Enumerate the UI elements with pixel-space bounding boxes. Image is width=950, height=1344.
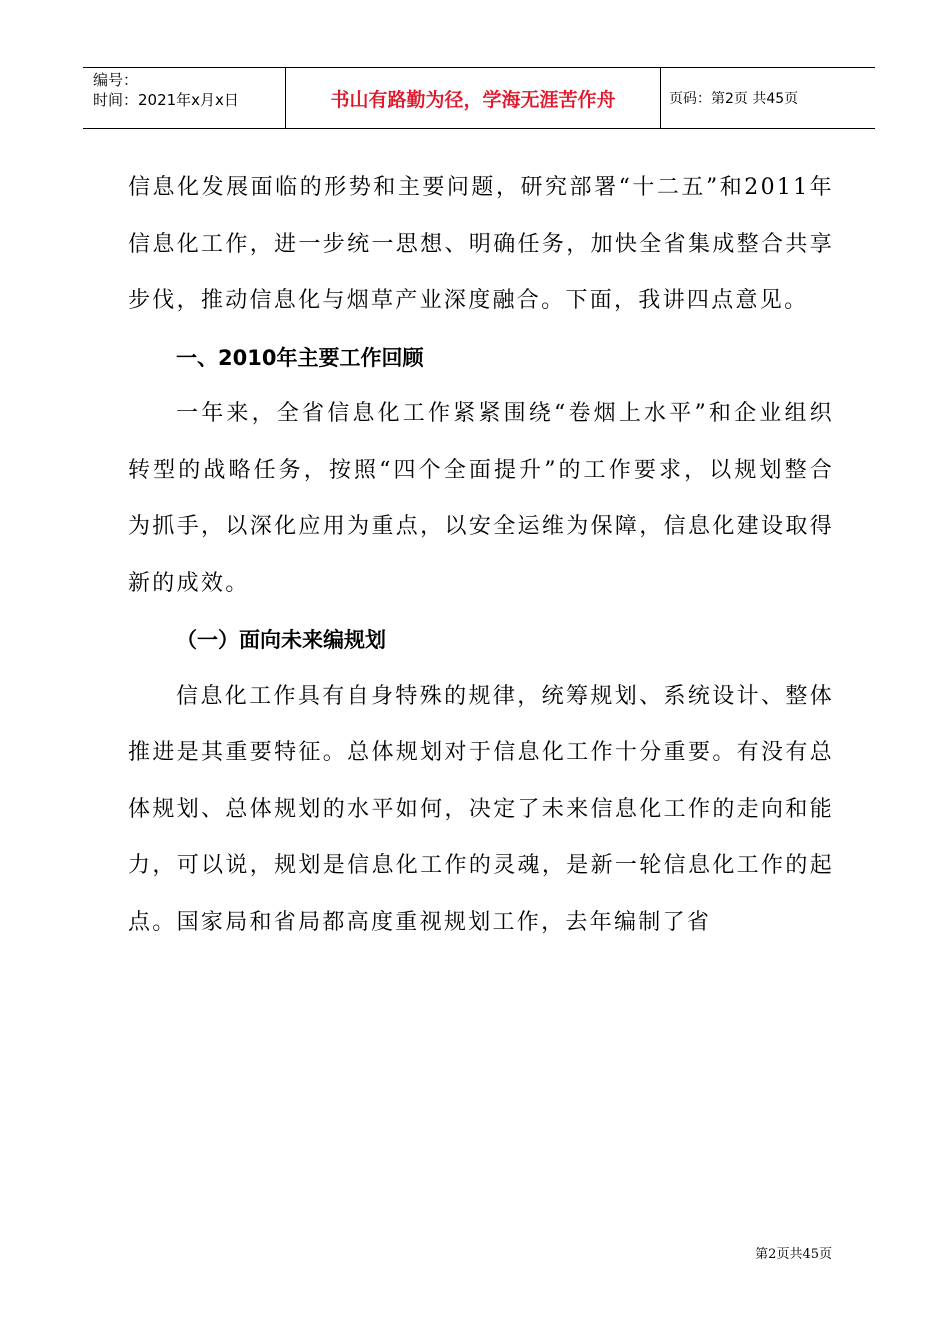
paragraph-intro: 信息化发展面临的形势和主要问题，研究部署“十二五”和2011年信息化工作，进一步统一思想、明确任务，加快全省集成整合共享步伐，推动信息化与烟草产业深度融合。下面，我讲四点意见。 [128,175,834,313]
document-body [128,160,834,951]
header-page-cell [661,68,875,128]
header-page-number: 页码：第2页 共45页 [669,91,799,107]
header-motto-cell [286,68,661,128]
section-heading-1: 一、2010年主要工作回顾 [176,345,424,370]
paragraph-planning: 信息化工作具有自身特殊的规律，统筹规划、系统设计、整体推进是其重要特征。总体规划对于信息化工作十分重要。有没有总体规划、总体规划的水平如何，决定了未来信息化工作的走向和能力，可以说，规划是信息化工作的灵魂，是新一轮信息化工作的起点。国家局和省局都高度重视规划工作，去年编制了省 [128,683,834,935]
page-footer: 第2页共45页 [755,1247,832,1262]
page-header [83,67,875,129]
document-date: 时间：2021年x月x日 [93,91,239,109]
header-meta [83,68,286,128]
document-number: 编号： [93,71,139,89]
subsection-heading-1: （一）面向未来编规划 [176,628,386,652]
paragraph-review: 一年来，全省信息化工作紧紧围绕“卷烟上水平”和企业组织转型的战略任务，按照“四个全面提升”的工作要求，以规划整合为抓手，以深化应用为重点，以安全运维为保障，信息化建设取得新的成效。 [128,401,834,596]
header-motto: 书山有路勤为径，学海无涯苦作舟 [330,88,616,111]
